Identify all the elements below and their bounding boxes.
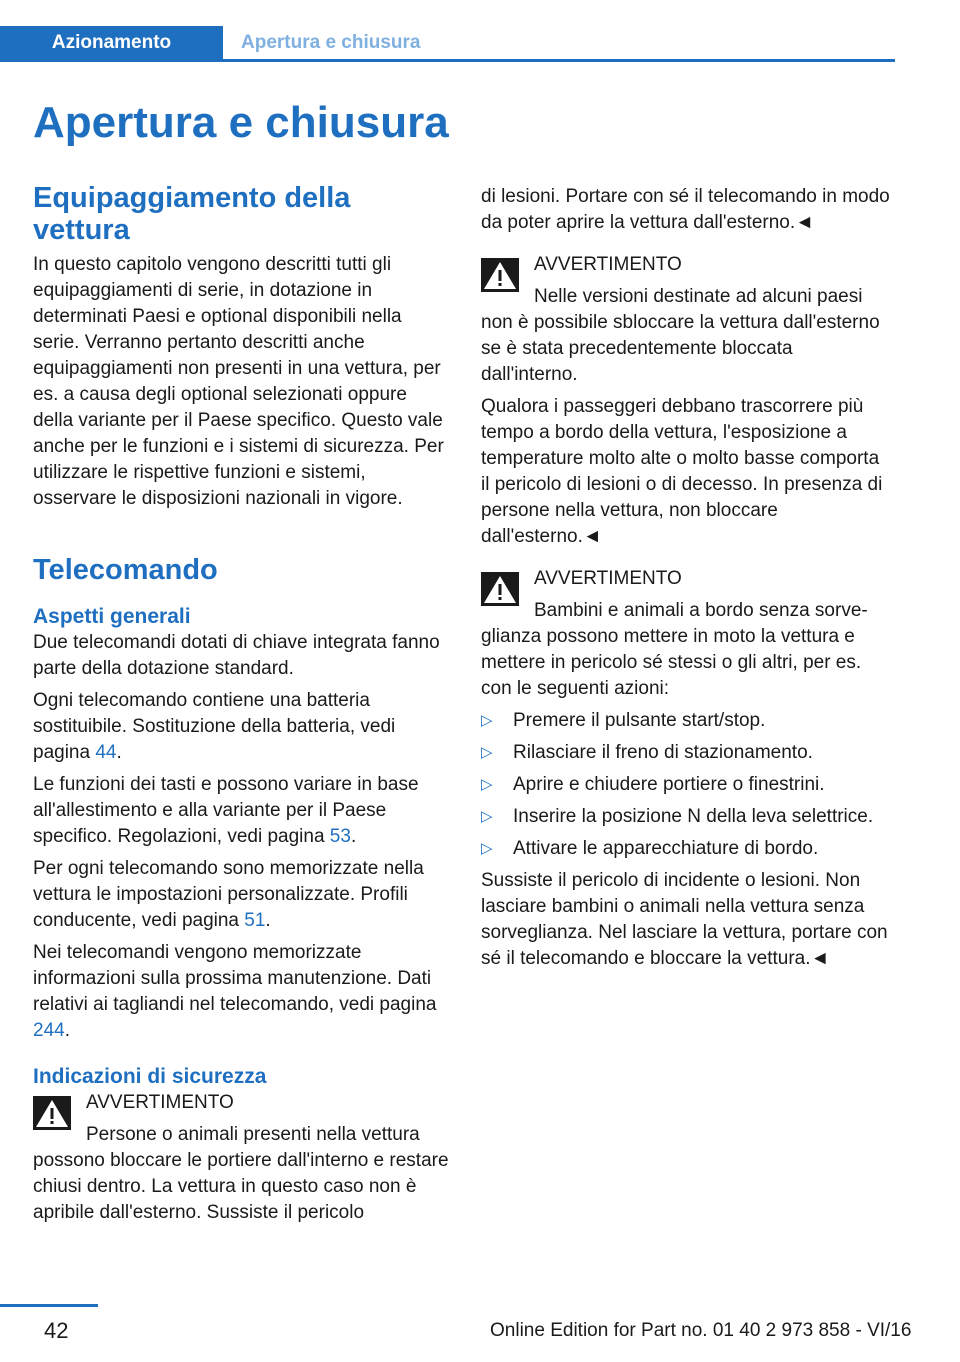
paragraph-funzioni — [33, 772, 451, 850]
paragraph-equipaggiamento: In questo capitolo vengono descritti tutti gli equipaggiamenti di serie, in dotazione in determinati Paesi e optional disponibili nella serie. Verranno pertanto descritti anche equipaggiamenti non presenti in una vettura, per es. a causa degli optional selezionati oppure della variante per il Paese specifico. Questo vale anche per le funzioni e i sistemi di sicurezza. Per utilizzare le rispettive funzioni e sistemi, osservare le disposizioni nazionali in vigore. — [33, 254, 444, 509]
heading-aspetti-generali: Aspetti generali — [33, 605, 191, 628]
list-item-text: Premere il pulsante start/stop. — [513, 710, 766, 731]
bullet-triangle-icon: ▷ — [481, 776, 493, 793]
period: . — [350, 826, 357, 847]
warning-block-1 — [33, 1090, 451, 1226]
warning-title: AVVERTIMENTO — [86, 1092, 234, 1113]
page-number: 42 — [44, 1318, 69, 1343]
warning-text: glianza possono mettere in moto la vettura e mettere in pericolo sé stessi o gli altri, per es. con le seguenti azioni: — [481, 626, 862, 699]
warning-first-line: Nelle versioni destinate ad alcuni paesi — [534, 286, 863, 307]
header-divider — [0, 59, 895, 62]
warning-triangle-icon — [481, 258, 519, 292]
warning-triangle-icon — [481, 572, 519, 606]
paragraph-final-warning: Sussiste il pericolo di incidente o lesioni. Non lasciare bambini o animali nella vettura senza sorveglianza. Nel lasciare la vettura, portare con sé il telecomando e bloccare la vettura.◄ — [481, 870, 888, 969]
list-item — [481, 708, 891, 734]
list-item — [481, 836, 891, 862]
warning-text: non è possibile sbloccare la vettura dall'esterno se è stata precedentemente bloccata dall'interno. — [481, 312, 880, 385]
paragraph-qualora: Qualora i passeggeri debbano trascorrere più tempo a bordo della vettura, l'esposizione a temperature molto alte o molto basse comporta il pericolo di lesioni o di decesso. In presenza di persone nella vettura, non bloccare dall'esterno.◄ — [481, 396, 883, 547]
list-item-text: Rilasciare il freno di stazionamento. — [513, 742, 813, 763]
page-link-244[interactable]: 244 — [33, 1020, 65, 1041]
heading-indicazioni-sicurezza: Indicazioni di sicurezza — [33, 1065, 267, 1088]
right-column — [481, 184, 891, 978]
page-link-51[interactable]: 51 — [244, 910, 266, 931]
paragraph-profili-text: Per ogni telecomando sono memorizzate nella vettura le impostazioni personalizzate. Profili conducente, vedi pagina — [33, 858, 424, 931]
paragraph-funzioni-text: Le funzioni dei tasti e possono variare in base all'allestimento e alla variante per il Paese specifico. Regolazioni, vedi pagina — [33, 774, 419, 847]
warning-title: AVVERTIMENTO — [534, 254, 682, 275]
bullet-triangle-icon: ▷ — [481, 808, 493, 825]
heading-telecomando: Telecomando — [33, 554, 218, 586]
action-list — [481, 708, 891, 862]
page-link-44[interactable]: 44 — [95, 742, 117, 763]
period: . — [64, 1020, 70, 1041]
warning-text: possono bloccare le portiere dall'interno e restare chiusi dentro. La vettura in questo caso non è apribile dall'esterno. Sussiste il pericolo — [33, 1150, 449, 1223]
warning-block-3 — [481, 566, 891, 702]
list-item-text: Inserire la posizione N della leva selettrice. — [513, 806, 874, 827]
footer-divider — [0, 1304, 98, 1307]
list-item — [481, 804, 891, 830]
warning-first-line: Bambini e animali a bordo senza sorve- — [534, 600, 868, 621]
paragraph-manutenzione-text: Nei telecomandi vengono memorizzate informazioni sulla prossima manutenzione. Dati relativi ai tagliandi nel telecomando, vedi pagina — [33, 942, 437, 1015]
warning-block-2 — [481, 252, 891, 388]
paragraph-batteria — [33, 688, 451, 766]
period: . — [116, 742, 122, 763]
paragraph-telecomandi: Due telecomandi dotati di chiave integrata fanno parte della dotazione standard. — [33, 632, 440, 679]
list-item — [481, 772, 891, 798]
heading-equipaggiamento: Equipaggiamento della vettura — [33, 182, 351, 246]
bullet-triangle-icon: ▷ — [481, 840, 493, 857]
warning-triangle-icon — [33, 1096, 71, 1130]
edition-note: Online Edition for Part no. 01 40 2 973 858 - VI/16 — [490, 1320, 912, 1341]
warning-first-line: Persone o animali presenti nella vettura — [86, 1124, 420, 1145]
tab-apertura-chiusura[interactable]: Apertura e chiusura — [241, 32, 421, 53]
bullet-triangle-icon: ▷ — [481, 712, 493, 729]
left-column — [33, 182, 451, 1226]
page-link-53[interactable]: 53 — [329, 826, 351, 847]
list-item — [481, 740, 891, 766]
paragraph-batteria-text: Ogni telecomando contiene una batteria sostituibile. Sostituzione della batteria, vedi pagina — [33, 690, 396, 763]
paragraph-continuation: di lesioni. Portare con sé il telecomando in modo da poter aprire la vettura dall'esterno.◄ — [481, 186, 890, 233]
paragraph-profili — [33, 856, 451, 934]
page-title: Apertura e chiusura — [33, 98, 449, 147]
header-bar — [0, 0, 895, 62]
list-item-text: Aprire e chiudere portiere o finestrini. — [513, 774, 825, 795]
tab-azionamento[interactable]: Azionamento — [0, 26, 223, 60]
bullet-triangle-icon: ▷ — [481, 744, 493, 761]
paragraph-manutenzione — [33, 940, 451, 1044]
list-item-text: Attivare le apparecchiature di bordo. — [513, 838, 819, 859]
period: . — [265, 910, 271, 931]
warning-title: AVVERTIMENTO — [534, 568, 682, 589]
